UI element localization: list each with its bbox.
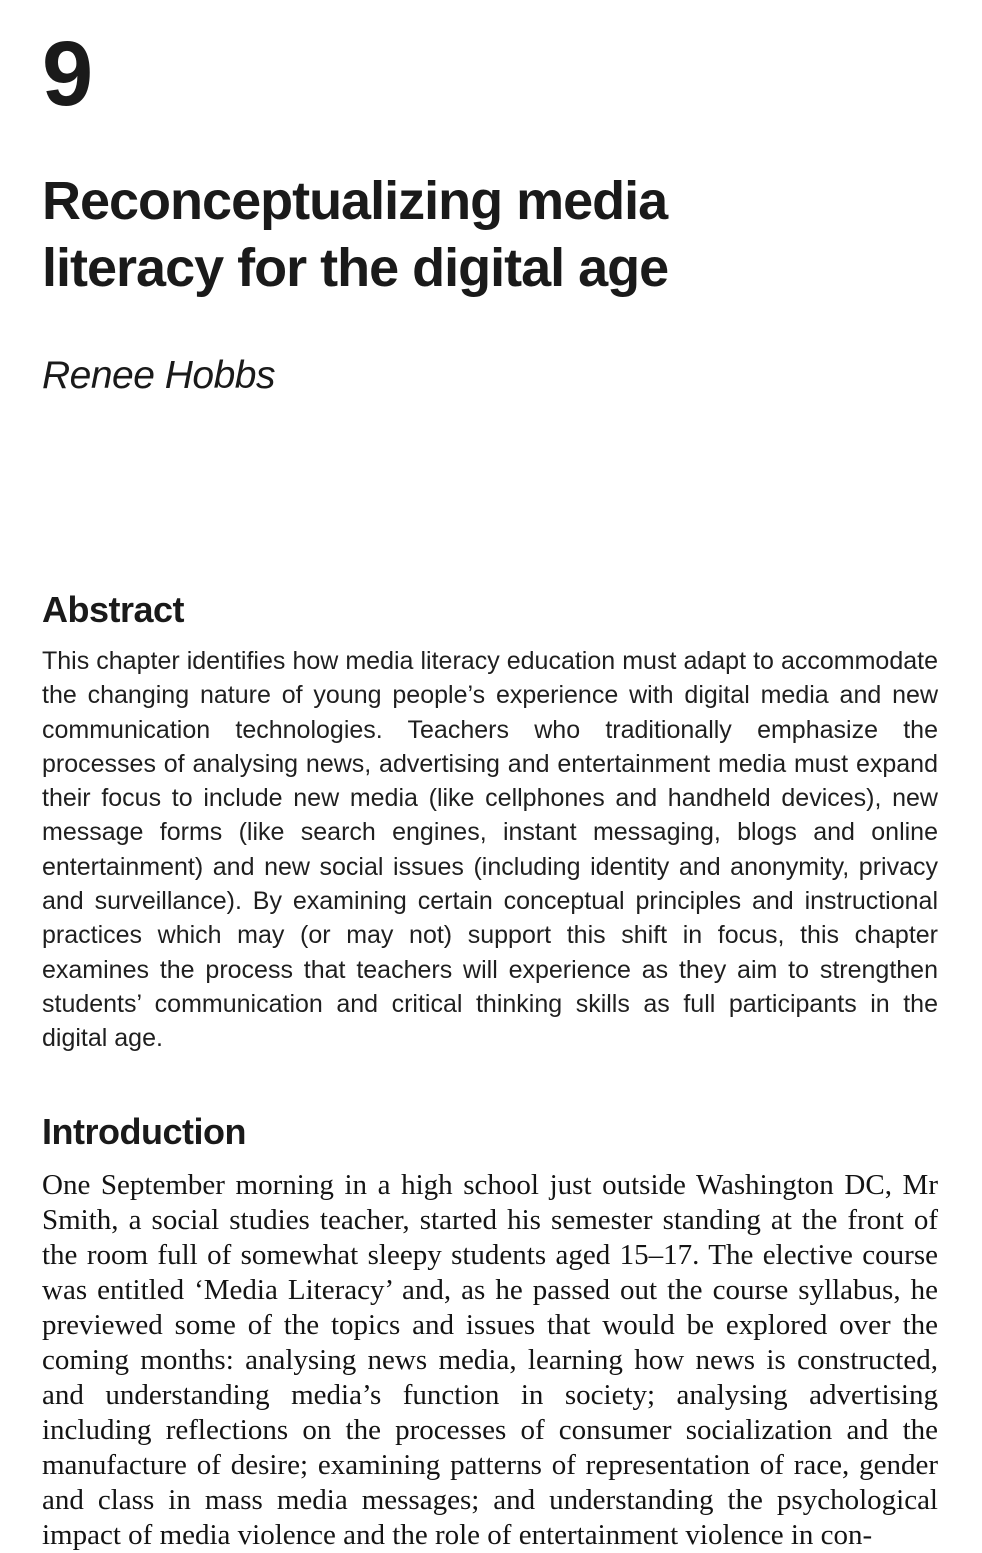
introduction-text: One September morning in a high school just outside Washington DC, Mr Smith, a social studies teacher, started his semester standing at the front of the room full of somewhat sleepy students aged 15–17. The elective course was entitled ‘Media Literacy’ and, as he passed out the course syllabus, he previewed some of the topics and issues that would be explored over the coming months: analysing news media, learning how news is constructed, and understanding media’s function in society; analysing advertising including reflections on the processes of consumer socialization and the manufacture of desire; examining patterns of representation of race, gender and class in mass media messages; and understanding the psychological impact of media violence and the role of entertainment violence in con- <box>42 1168 938 1551</box>
chapter-author: Renee Hobbs <box>42 354 275 397</box>
chapter-title: Reconceptualizing media literacy for the digital age <box>42 171 669 298</box>
introduction-heading: Introduction <box>42 1110 246 1152</box>
introduction-section <box>42 1110 938 1553</box>
abstract-heading: Abstract <box>42 589 185 630</box>
abstract-text: This chapter identifies how media literacy education must adapt to accommodate the changing nature of young people’s experience with digital media and new communication technologies. Teachers who traditionally emphasize the processes of analysing news, advertising and entertainment media must expand their focus to include new media (like cellphones and handheld devices), new message forms (like search engines, instant messaging, blogs and online entertainment) and new social issues (including identity and anonymity, privacy and surveillance). By examining certain conceptual principles and instructional practices which may (or may not) support this shift in focus, this chapter examines the process that teachers will experience as they aim to strengthen students’ communication and critical thinking skills as full participants in the digital age. <box>42 647 938 1053</box>
chapter-number: 9 <box>42 23 92 125</box>
abstract-section <box>42 588 938 1056</box>
